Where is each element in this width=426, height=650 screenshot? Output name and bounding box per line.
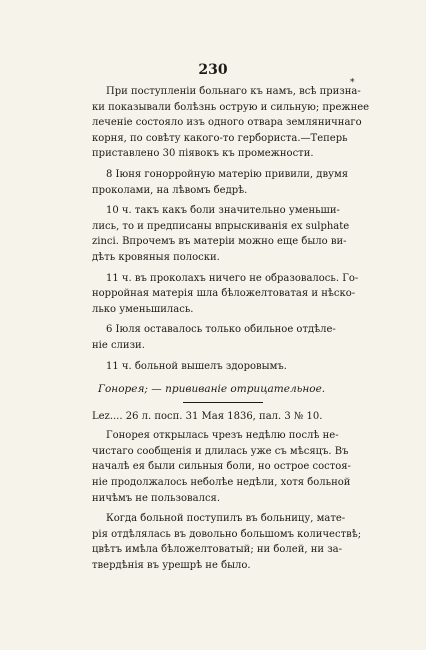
paragraph: [92, 84, 370, 162]
text-line: ничѣмъ не пользовался.: [92, 492, 221, 504]
text-line: корня, по совѣту какого-то гербориста.—Теперь: [92, 132, 348, 144]
paragraph: [92, 203, 354, 265]
paragraph: [92, 511, 362, 573]
text-line: норройная матерія шла бѣложелтоватая и нѣско-: [92, 288, 356, 300]
paragraph: [92, 322, 354, 353]
paragraph: [92, 167, 354, 198]
text-line: 10 ч. такъ какъ боли значительно уменьши-: [106, 205, 340, 217]
paragraph: [92, 271, 359, 318]
corner-mark: *: [350, 78, 355, 88]
paragraph: [92, 428, 354, 506]
text-line: лько уменьшилась.: [92, 303, 194, 315]
text-line: дѣть кровяныя полоски.: [92, 251, 220, 263]
text-line: твердѣнія въ урешрѣ не было.: [92, 560, 251, 572]
text-line: рія отдѣлялась въ довольно большомъ количествѣ;: [92, 528, 362, 540]
body-text: [92, 84, 370, 579]
paragraph-group-2: [92, 428, 362, 573]
paragraph: [92, 359, 354, 375]
text-line: 11 ч. больной вышелъ здоровымъ.: [106, 360, 287, 372]
text-line: ніе продолжалось неболѣе недѣли, хотя больной: [92, 477, 351, 489]
text-line: 8 Іюня гонорройную матерію привили, двумя: [106, 168, 349, 180]
text-line: леченіе состояло изъ одного отвара земляничнаго: [92, 117, 362, 129]
text-line: 11 ч. въ проколахъ ничего не образовалось. Го-: [106, 272, 359, 284]
section-divider: [183, 402, 263, 403]
text-line: цвѣтъ имѣла бѣложелтоватый; ни болей, ни за-: [92, 544, 343, 556]
text-line: При поступленіи больнаго къ намъ, всѣ призна-: [106, 86, 361, 97]
paragraph-group-1: [92, 84, 370, 374]
text-line: 6 Іюля оставалось только обильное отдѣле-: [106, 324, 336, 336]
text-line: лись, то и предписаны впрыскиванія ex sulphate: [92, 220, 350, 232]
text-line: приставлено 30 піявокъ къ промежности.: [92, 148, 314, 160]
case-line: Lez.... 26 л. посп. 31 Мая 1836, пал. 3 № 10.: [92, 410, 323, 422]
text-line: ки показывали болѣзнь острую и сильную; прежнее: [92, 101, 370, 113]
section-title: Гонорея; — прививаніе отрицательное.: [98, 383, 326, 396]
text-line: чистаго сообщенія и длилась уже съ мѣсяцъ. Въ: [92, 445, 349, 457]
page-number: 230: [198, 62, 228, 78]
text-line: zinci. Впрочемъ въ матеріи можно еще было ви-: [92, 236, 347, 248]
text-line: проколами, на лѣвомъ бедрѣ.: [92, 184, 248, 196]
text-line: ніе слизи.: [92, 339, 145, 351]
text-line: Когда больной поступилъ въ больницу, мате-: [106, 513, 346, 525]
text-line: Гонорея открылась чрезъ недѣлю послѣ не-: [106, 430, 339, 442]
text-line: началѣ ея были сильныя боли, но острое состоя-: [92, 461, 351, 473]
